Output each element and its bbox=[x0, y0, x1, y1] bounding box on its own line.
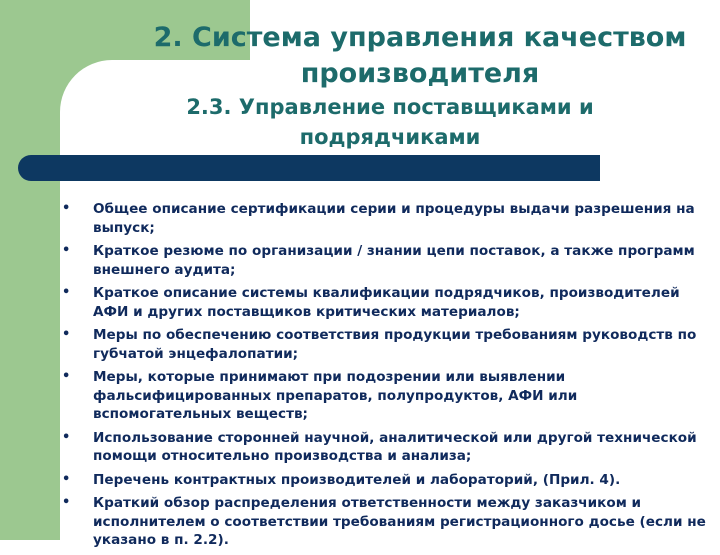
list-item bbox=[62, 471, 712, 490]
list-item-text: Общее описание сертификации серии и процедуры выдачи разрешения на выпуск; bbox=[93, 201, 695, 236]
bullet-icon: • bbox=[62, 285, 71, 300]
list-item bbox=[62, 368, 712, 424]
list-item bbox=[62, 284, 712, 321]
list-item bbox=[62, 429, 712, 466]
list-item bbox=[62, 494, 712, 550]
list-item bbox=[62, 242, 712, 279]
list-item-text: Меры, которые принимают при подозрении или выявлении фальсифицированных препаратов, полупродуктов, АФИ или вспомогательных веществ; bbox=[93, 369, 578, 422]
bullet-icon: • bbox=[62, 495, 71, 510]
bullet-icon: • bbox=[62, 201, 71, 216]
list-item-text: Краткий обзор распределения ответственности между заказчиком и исполнителем о соответствии требованиям регистрационного досье (если не указано в п. 2.2). bbox=[93, 495, 706, 548]
slide-title: 2. Система управления качеством производителя bbox=[153, 22, 687, 89]
list-item-text: Меры по обеспечению соответствия продукции требованиям руководств по губчатой энцефалопатии; bbox=[93, 327, 697, 362]
bullet-icon: • bbox=[62, 243, 71, 258]
list-item bbox=[62, 200, 712, 237]
bullet-icon: • bbox=[62, 429, 71, 445]
bullet-list bbox=[62, 200, 712, 555]
list-item-text: Краткое описание системы квалификации подрядчиков, производителей АФИ и других поставщиков критических материалов; bbox=[93, 285, 680, 320]
divider-bar bbox=[18, 155, 600, 181]
bullet-icon: • bbox=[62, 471, 71, 487]
list-item bbox=[62, 326, 712, 363]
list-item-text: Перечень контрактных производителей и лабораторий, (Прил. 4). bbox=[93, 471, 621, 488]
list-item-text: Краткое резюме по организации / знании цепи поставок, а также программ внешнего аудита; bbox=[93, 243, 695, 278]
bullet-icon: • bbox=[62, 327, 71, 342]
list-item-text: Использование сторонней научной, аналитической или другой технической помощи относительно производства и анализа; bbox=[93, 429, 697, 464]
slide-subtitle: 2.3. Управление поставщиками и подрядчиками bbox=[186, 95, 594, 149]
bullet-icon: • bbox=[62, 369, 71, 384]
